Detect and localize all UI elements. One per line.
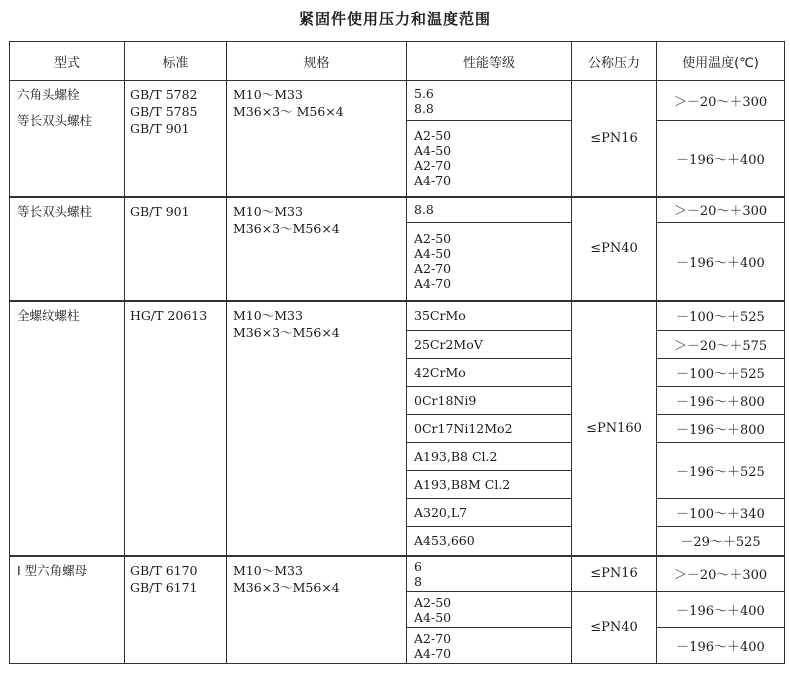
type-cell: 全螺纹螺柱 (10, 301, 125, 556)
temperature-cell: －29～＋525 (657, 527, 785, 556)
grade-cell: A193,B8 Cl.2 (407, 443, 572, 471)
grade-text: A2-50 (414, 128, 452, 144)
table-row (10, 197, 785, 223)
spec-text: M36×3～ M56×4 (233, 104, 344, 119)
spec-text: M36×3～M56×4 (233, 324, 340, 340)
temperature-cell: －100～＋525 (657, 301, 785, 331)
type-cell: I 型六角螺母 (10, 556, 125, 664)
header-grade: 性能等级 (407, 42, 572, 81)
grade-text: A4-70 (414, 645, 452, 661)
table-row (10, 81, 785, 121)
standard-cell: HG/T 20613 (125, 301, 227, 556)
table-row (10, 301, 785, 331)
grade-text: A4-50 (414, 143, 452, 159)
temperature-cell: －196～＋400 (657, 628, 785, 664)
header-pressure: 公称压力 (572, 42, 657, 81)
standard-cell (125, 556, 227, 664)
type-text: 等长双头螺柱 (17, 113, 93, 128)
grade-cell: A193,B8M Cl.2 (407, 471, 572, 499)
pressure-cell: ≤PN40 (572, 197, 657, 301)
standard-text: GB/T 5782 (130, 87, 198, 102)
grade-cell: 42CrMo (407, 359, 572, 387)
header-standard: 标准 (125, 42, 227, 81)
grade-cell: 0Cr17Ni12Mo2 (407, 415, 572, 443)
grade-text: A4-70 (414, 276, 452, 292)
grade-cell: 25Cr2MoV (407, 331, 572, 359)
grade-cell (407, 592, 572, 628)
spec-text: M10～M33 (233, 562, 303, 578)
type-cell: 等长双头螺柱 (10, 197, 125, 301)
grade-text: A4-50 (414, 246, 452, 262)
temperature-cell: －196～＋400 (657, 223, 785, 301)
grade-cell (407, 223, 572, 301)
spec-text: M10～M33 (233, 87, 303, 102)
header-row (10, 42, 785, 81)
spec-text: M10～M33 (233, 203, 303, 219)
spec-cell (227, 556, 407, 664)
spec-cell (227, 301, 407, 556)
pressure-cell: ≤PN16 (572, 81, 657, 197)
grade-cell: A453,660 (407, 527, 572, 556)
header-spec: 规格 (227, 42, 407, 81)
standard-text: GB/T 6170 (130, 562, 198, 578)
header-type: 型式 (10, 42, 125, 81)
grade-text: 8.8 (414, 100, 434, 116)
page-title: 紧固件使用压力和温度范围 (298, 10, 491, 28)
grade-text: A2-70 (414, 158, 452, 174)
pressure-cell: ≤PN40 (572, 592, 657, 664)
grade-cell (407, 121, 572, 197)
type-cell (10, 81, 125, 197)
temperature-cell: －100～＋525 (657, 359, 785, 387)
temperature-cell: ＞－20～＋300 (657, 556, 785, 592)
grade-text: A2-50 (414, 231, 452, 247)
temperature-cell: ＞－20～＋300 (657, 81, 785, 121)
spec-cell (227, 81, 407, 197)
fastener-table (9, 41, 785, 664)
temperature-cell: －196～＋800 (657, 387, 785, 415)
spec-text: M36×3～M56×4 (233, 579, 340, 595)
spec-cell (227, 197, 407, 301)
grade-text: 6 (414, 558, 422, 574)
temperature-cell: ＞－20～＋300 (657, 197, 785, 223)
grade-text: 5.6 (414, 85, 434, 101)
standard-text: GB/T 901 (130, 121, 190, 136)
grade-cell (407, 628, 572, 664)
temperature-cell: －196～＋400 (657, 121, 785, 197)
standard-cell: GB/T 901 (125, 197, 227, 301)
grade-text: A2-50 (414, 594, 452, 610)
temperature-cell: －196～＋400 (657, 592, 785, 628)
standard-text: GB/T 6171 (130, 579, 198, 595)
grade-text: 8 (414, 573, 422, 589)
grade-cell (407, 556, 572, 592)
standard-text: GB/T 5785 (130, 104, 198, 119)
grade-cell: 0Cr18Ni9 (407, 387, 572, 415)
grade-text: A2-70 (414, 261, 452, 277)
pressure-cell: ≤PN16 (572, 556, 657, 592)
header-temperature: 使用温度(℃) (657, 42, 785, 81)
grade-cell: A320,L7 (407, 499, 572, 527)
type-text: 六角头螺栓 (17, 87, 80, 102)
grade-cell (407, 81, 572, 121)
grade-cell: 8.8 (407, 197, 572, 223)
temperature-cell: －196～＋800 (657, 415, 785, 443)
grade-cell: 35CrMo (407, 301, 572, 331)
temperature-cell: ＞－20～＋575 (657, 331, 785, 359)
spec-text: M36×3～M56×4 (233, 220, 340, 236)
spec-text: M10～M33 (233, 307, 303, 323)
grade-text: A4-50 (414, 609, 452, 625)
pressure-cell: ≤PN160 (572, 301, 657, 556)
grade-text: A4-70 (414, 173, 452, 189)
grade-text: A2-70 (414, 630, 452, 646)
temperature-cell: －100～＋340 (657, 499, 785, 527)
temperature-cell: －196～＋525 (657, 443, 785, 499)
standard-cell (125, 81, 227, 197)
table-row (10, 556, 785, 592)
